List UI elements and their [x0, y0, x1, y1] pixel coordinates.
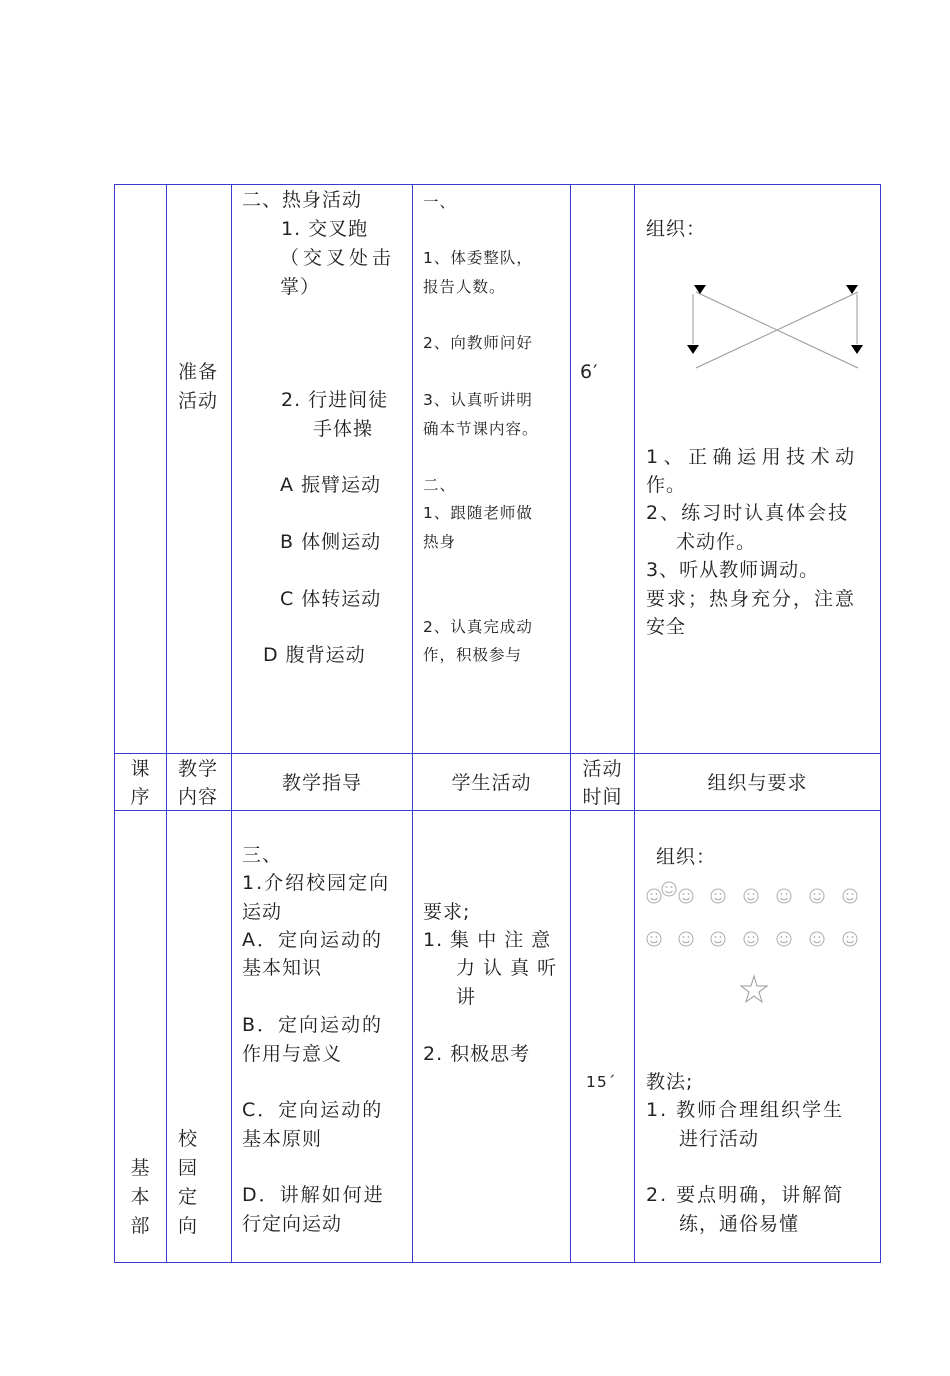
guide2-text: 三、: [242, 844, 283, 866]
table-top-border: [114, 184, 881, 185]
table-bottom-border: [114, 1262, 881, 1263]
section1-content: 准备 活动: [178, 361, 219, 412]
org-req: 1、正确运用技术动: [646, 446, 860, 468]
org-req: 作。: [646, 474, 687, 496]
col-border-6: [880, 184, 881, 1263]
guide-item-c: C 体转运动: [280, 588, 382, 610]
student2-text: 要求;: [423, 901, 471, 923]
header-col-order: 课 序: [130, 758, 151, 808]
guide2-text: B．定向运动的: [242, 1014, 384, 1036]
student-text: 1、体委整队，: [423, 249, 533, 267]
org2-label: 组织：: [656, 846, 717, 868]
student2-text: 力 认 真 听: [456, 957, 558, 979]
student-text: 3、认真听讲明: [423, 391, 533, 409]
org2-method: 教法;: [646, 1071, 694, 1093]
guide-item1-note: （交叉处击: [280, 247, 396, 269]
guide-item1-note: 掌）: [280, 276, 321, 298]
section2-part: 基 本 部: [130, 1157, 151, 1237]
col-border-4: [570, 184, 571, 1263]
guide2-text: 运动: [242, 901, 283, 923]
student-text: 作，积极参与: [423, 646, 523, 664]
org-label: 组织：: [646, 218, 707, 240]
org-req: 2、练习时认真体会技: [646, 502, 850, 524]
student-text: 热身: [423, 533, 457, 551]
student-formation: [640, 878, 870, 1008]
guide-item-d: D 腹背运动: [263, 644, 366, 666]
student-text: 2、向教师问好: [423, 334, 533, 352]
header-col-content: 教学 内容: [178, 758, 219, 808]
cross-run-diagram: [682, 280, 868, 376]
guide2-text: D．讲解如何进: [242, 1184, 385, 1206]
student-text: 一、: [423, 193, 457, 211]
section2-content: 校 园 定 向: [178, 1128, 199, 1237]
student2-text: 讲: [456, 986, 477, 1008]
guide2-text: A．定向运动的: [242, 929, 383, 951]
header-col-org: 组织与要求: [707, 772, 808, 794]
col-border-3: [412, 184, 413, 1263]
org2-method: 2. 要点明确，讲解简: [646, 1184, 845, 1206]
header-bottom-border: [114, 810, 881, 811]
guide-item2: 手体操: [313, 418, 374, 440]
header-col-student: 学生活动: [451, 772, 532, 794]
guide2-text: 1.介绍校园定向: [242, 872, 391, 894]
header-col-guide: 教学指导: [281, 772, 362, 794]
guide2-text: 作用与意义: [242, 1043, 343, 1065]
student-text: 报告人数。: [423, 278, 506, 296]
col-border-2: [231, 184, 232, 1263]
header-top-border: [114, 753, 881, 754]
time-value: 6′: [580, 361, 599, 383]
org-req: 术动作。: [676, 531, 757, 553]
org2-method: 1. 教师合理组织学生: [646, 1099, 845, 1121]
col-border-1: [166, 184, 167, 1263]
header-col-time: 活动 时间: [582, 758, 623, 808]
guide2-text: 基本知识: [242, 957, 323, 979]
guide-item1: 1. 交叉跑: [281, 218, 369, 240]
guide-item-b: B 体侧运动: [280, 531, 382, 553]
org-req: 要求；热身充分，注意: [646, 588, 857, 610]
student2-text: 2. 积极思考: [423, 1043, 531, 1065]
time2-value: 15´: [586, 1073, 617, 1091]
student-text: 2、认真完成动: [423, 618, 533, 636]
org-req: 安全: [646, 616, 687, 638]
org-req: 3、听从教师调动。: [646, 559, 820, 581]
guide2-text: 基本原则: [242, 1128, 323, 1150]
student-text: 1、跟随老师做: [423, 504, 533, 522]
student-text: 确本节课内容。: [423, 420, 539, 438]
org2-method: 进行活动: [679, 1128, 760, 1150]
col-border-5: [634, 184, 635, 1263]
student2-text: 1. 集 中 注 意: [423, 929, 552, 951]
org2-method: 练，通俗易懂: [679, 1213, 800, 1235]
guide-item2: 2. 行进间徒: [281, 389, 389, 411]
guide-heading: 二、热身活动: [242, 189, 363, 211]
student-text: 二、: [423, 476, 457, 494]
guide-item-a: A 振臂运动: [280, 474, 382, 496]
guide2-text: 行定向运动: [242, 1213, 343, 1235]
guide2-text: C．定向运动的: [242, 1099, 384, 1121]
col-border-0: [114, 184, 115, 1263]
